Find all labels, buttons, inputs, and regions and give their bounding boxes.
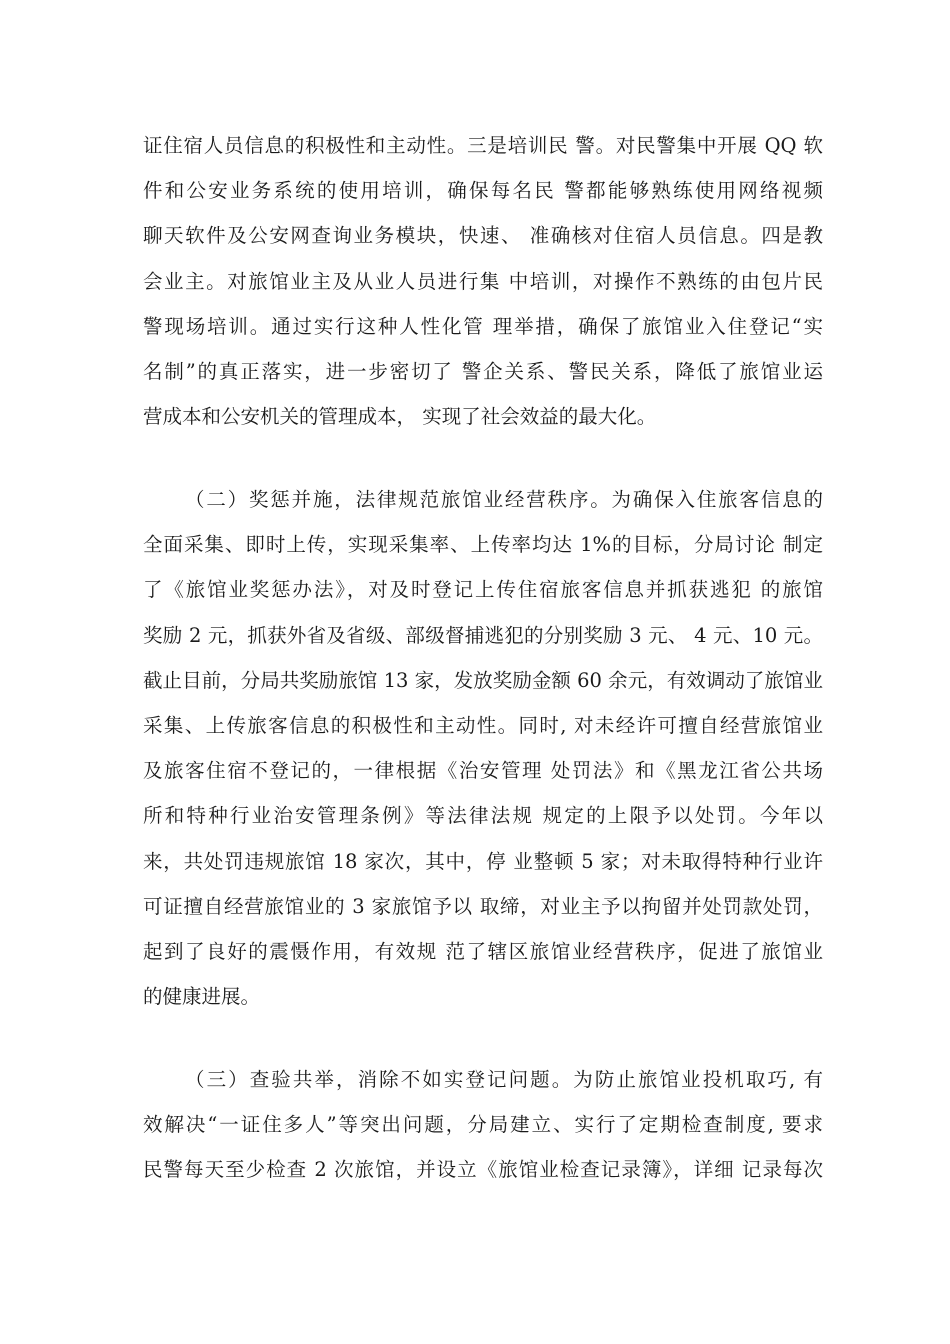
text-line: 聊天软件及公安网查询业务模块，快速、 准确核对住宿人员信息。四是教	[143, 224, 823, 248]
text-line: 及旅客住宿不登记的，一律根据《治安管理 处罚法》和《黑龙江省公共场	[143, 759, 823, 783]
text-line: 全面采集、即时上传，实现采集率、上传率均达 1%的目标，分局讨论 制定	[143, 533, 823, 557]
paragraph-heading-line: （三）查验共举，消除不如实登记问题。为防止旅馆业投机取巧, 有	[185, 1068, 823, 1091]
paragraph-rewards-penalties	[143, 477, 823, 1019]
text-line: 来，共处罚违规旅馆 18 家次，其中，停 业整顿 5 家；对未取得特种行业许	[143, 849, 823, 873]
text-line: 会业主。对旅馆业主及从业人员进行集 中培训，对操作不熟练的由包片民	[143, 269, 823, 293]
text-line: 奖励 2 元，抓获外省及省级、部级督捕逃犯的分别奖励 3 元、 4 元、10 元。	[143, 623, 823, 647]
text-line: 件和公安业务系统的使用培训，确保每名民 警都能够熟练使用网络视频	[143, 179, 823, 203]
text-line: 民警每天至少检查 2 次旅馆，并设立《旅馆业检查记录簿》，详细 记录每次	[143, 1158, 823, 1182]
text-line: 采集、上传旅客信息的积极性和主动性。同时, 对未经许可擅自经营旅馆业	[143, 713, 823, 737]
text-line: 效解决“一证住多人”等突出问题，分局建立、实行了定期检查制度, 要求	[143, 1113, 823, 1137]
paragraph-inspection	[143, 1057, 823, 1193]
text-line: 所和特种行业治安管理条例》等法律法规 规定的上限予以处罚。今年以	[143, 804, 823, 828]
text-line: 营成本和公安机关的管理成本， 实现了社会效益的最大化。	[143, 405, 657, 429]
text-line: 可证擅自经营旅馆业的 3 家旅馆予以 取缔，对业主予以拘留并处罚款处罚，	[143, 894, 823, 918]
text-line: 名制”的真正落实，进一步密切了 警企关系、警民关系，降低了旅馆业运	[143, 359, 823, 383]
text-line: 截止目前，分局共奖励旅馆 13 家，发放奖励金额 60 余元，有效调动了旅馆业	[143, 668, 823, 692]
text-line: 的健康进展。	[143, 985, 261, 1009]
text-line: 证住宿人员信息的积极性和主动性。三是培训民 警。对民警集中开展 QQ 软	[143, 134, 823, 157]
text-line: 警现场培训。通过实行这种人性化管 理举措，确保了旅馆业入住登记“实	[143, 314, 823, 338]
paragraph-training	[143, 123, 823, 439]
paragraph-heading-line: （二）奖惩并施，法律规范旅馆业经营秩序。为确保入住旅客信息的	[185, 488, 823, 511]
text-line: 起到了良好的震慑作用，有效规 范了辖区旅馆业经营秩序，促进了旅馆业	[143, 939, 823, 963]
text-line: 了《旅馆业奖惩办法》，对及时登记上传住宿旅客信息并抓获逃犯 的旅馆	[143, 578, 823, 602]
